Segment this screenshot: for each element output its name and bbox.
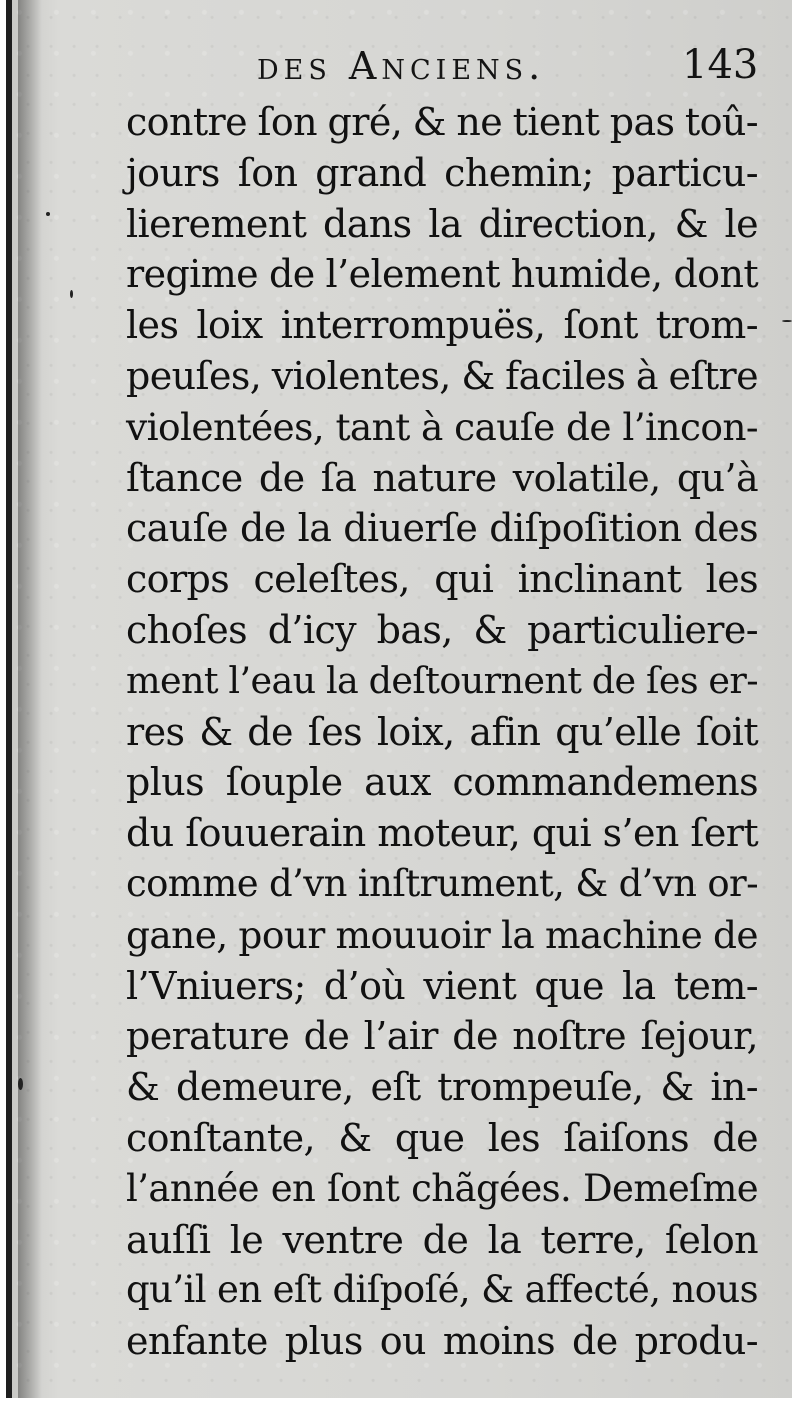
text-line: & demeure, eſt trompeuſe, & in- [126,1065,758,1110]
text-line: choſes d’icy bas, & particuliere- [126,607,758,652]
text-line: l’Vniuers; d’où vient que la tem- [126,963,758,1008]
text-line: gane, pour mouuoir la machine de [126,912,758,957]
text-line: ſtance de ſa nature volatile, qu’à [126,455,758,500]
text-line: corps celeſtes, qui inclinant les [126,557,758,602]
text-line: comme d’vn inſtrument, & d’vn or- [126,861,758,905]
text-line: plus ſouple aux commandemens [126,760,758,805]
text-line: auſſi le ventre de la terre, ſelon [126,1217,758,1262]
page-number: 143 [682,42,759,88]
text-line: du ſouuerain moteur, qui s’en ſert [126,811,758,856]
ink-speck [70,290,73,298]
text-line: qu’il en eſt diſpoſé, & affecté, nous [126,1268,758,1312]
text-line: violentées, tant à cauſe de l’incon- [126,404,758,449]
text-line: l’année en ſont chãgées. Demeſme [126,1166,758,1210]
text-line: jours ſon grand chemin; particu- [126,150,758,195]
text-line: cauſe de la diuerſe diſpoſition des [126,506,758,551]
ink-speck [782,320,792,322]
text-line: les loix interrompuës, ſont trom- [126,303,758,348]
body-text [126,97,758,1367]
text-line: peuſes, violentes, & faciles à eſtre [126,353,758,398]
running-title: des Anciens. [257,44,546,88]
binding-shadow [18,0,42,1398]
ink-speck [18,1078,23,1090]
text-line: contre ſon gré, & ne tient pas toû- [126,100,758,144]
text-line: perature de l’air de noſtre ſejour, [126,1014,758,1059]
text-line: regime de l’element humide, dont [126,252,758,297]
text-line: res & de ſes loix, afin qu’elle ſoit [126,709,758,754]
ink-speck [46,212,50,216]
book-page [6,0,792,1398]
text-line: conſtante, & que les ſaiſons de [126,1115,758,1160]
text-line: enfante plus ou moins de produ- [126,1319,758,1364]
text-line: lierement dans la direction, & le [126,201,758,246]
text-line: ment l’eau la deſtournent de ſes er- [126,658,758,702]
